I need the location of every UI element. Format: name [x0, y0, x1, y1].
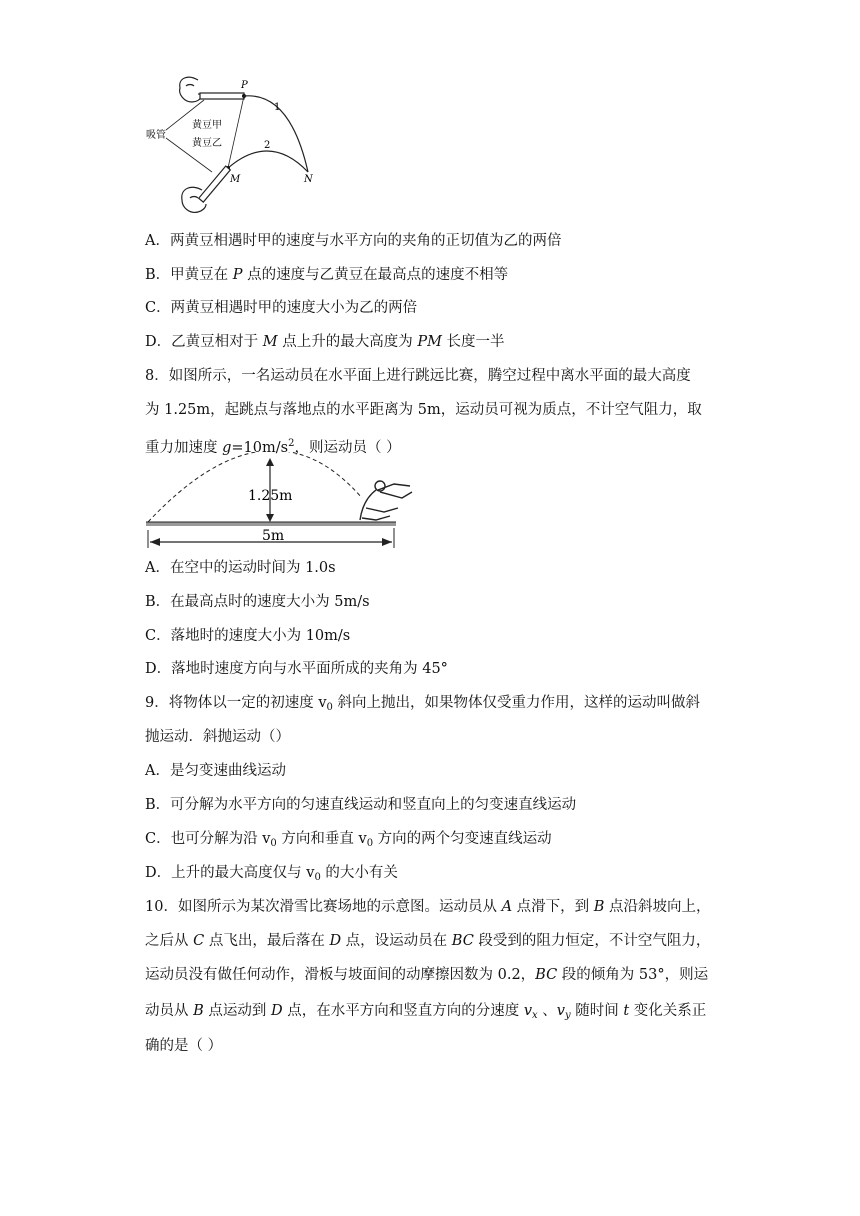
long-jump-diagram	[140, 452, 425, 552]
q9-stem-line1: 9．将物体以一定的初速度 $v_0$ 斜向上抛出，如果物体仅受重力作用，这样的运动叫做斜	[145, 695, 701, 713]
bean-diagram	[140, 72, 330, 217]
q10-stem-line5: 确的是（ ）	[145, 1038, 223, 1054]
width-label: 5m	[262, 528, 285, 544]
q9-stem-line2: 抛运动．斜抛运动（）	[145, 729, 290, 745]
q9-option-a: A．是匀变速曲线运动	[145, 763, 286, 779]
q8-stem-line1: 8．如图所示，一名运动员在水平面上进行跳远比赛，腾空过程中离水平面的最大高度	[145, 368, 691, 384]
q10-stem-line1: 10．如图所示为某次滑雪比赛场地的示意图。运动员从 A 点滑下，到 B 点沿斜坡向上，	[145, 899, 711, 915]
upper-straw	[200, 93, 244, 99]
label-n: N	[304, 174, 313, 185]
q8-option-c: C．落地时的速度大小为 10m/s	[145, 628, 351, 644]
q7-option-b: B．甲黄豆在 P 点的速度与乙黄豆在最高点的速度不相等	[145, 267, 509, 283]
label-p: P	[241, 80, 248, 91]
trajectory-2	[228, 151, 308, 172]
q8-option-b: B．在最高点时的速度大小为 5m/s	[145, 594, 370, 610]
lower-straw	[199, 166, 231, 202]
q9-option-d: D．上升的最大高度仅与 $v_0$ 的大小有关	[145, 865, 398, 883]
q8-option-a: A．在空中的运动时间为 1.0s	[145, 560, 336, 576]
label-2: 2	[264, 140, 271, 151]
q7-option-a: A．两黄豆相遇时甲的速度与水平方向的夹角的正切值为乙的两倍	[145, 233, 562, 249]
label-m: M	[230, 174, 241, 185]
bean-trajectory-figure	[140, 72, 330, 217]
label-bean-yi: 黄豆乙	[192, 138, 222, 149]
q8-option-d: D．落地时速度方向与水平面所成的夹角为 45°	[145, 661, 448, 677]
label-straw: 吸管	[146, 130, 166, 141]
q10-stem-line4: 动员从 B 点运动到 D 点，在水平方向和竖直方向的分速度 $v_x$ 、$v_y$ 随时间 t 变化关系正	[145, 1003, 707, 1021]
q7-option-d: D．乙黄豆相对于 M 点上升的最大高度为 PM 长度一半	[145, 334, 505, 350]
ground	[146, 522, 396, 526]
q8-stem-line3: 重力加速度 $g=10m/s^2$，则运动员（ ）	[145, 438, 401, 456]
q10-stem-line2: 之后从 C 点飞出，最后落在 D 点，设运动员在 BC 段受到的阻力恒定，不计空气阻力，	[145, 933, 711, 949]
athlete-icon	[360, 481, 412, 520]
q9-option-c: C．也可分解为沿 $v_0$ 方向和垂直 $v_0$ 方向的两个匀变速直线运动	[145, 831, 552, 849]
q10-stem-line3: 运动员没有做任何动作，滑板与坡面间的动摩擦因数为 0.2，BC 段的倾角为 53°，则运	[145, 967, 709, 983]
jump-trajectory	[148, 452, 362, 522]
long-jump-figure	[140, 452, 425, 552]
q8-stem-line2: 为 1.25m，起跳点与落地点的水平距离为 5m，运动员可视为质点，不计空气阻力，取	[145, 402, 702, 418]
label-bean-jia: 黄豆甲	[192, 120, 222, 131]
height-label: 1.25m	[248, 488, 293, 504]
line-pm	[228, 96, 244, 168]
q7-option-c: C．两黄豆相遇时甲的速度大小为乙的两倍	[145, 300, 418, 316]
q9-option-b: B．可分解为水平方向的匀速直线运动和竖直向上的匀变速直线运动	[145, 797, 577, 813]
label-1: 1	[274, 102, 281, 113]
